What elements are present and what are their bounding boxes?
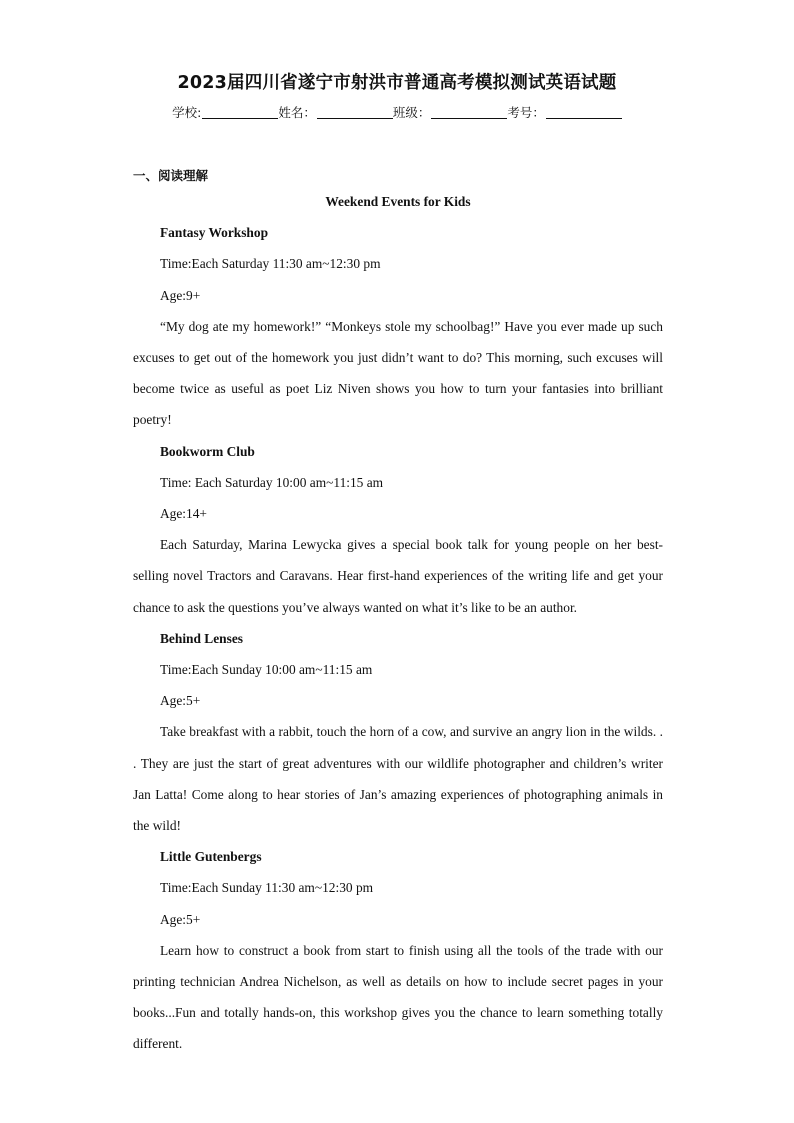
school-blank[interactable]	[202, 106, 278, 119]
event-name: Behind Lenses	[160, 630, 243, 646]
exam-number-field	[507, 103, 622, 121]
event-age: Age:9+	[160, 287, 201, 303]
passage-content	[133, 186, 663, 1060]
event-description: Take breakfast with a rabbit, touch the horn of a cow, and survive an angry lion in the wilds. . . They are just the start of great adventures with our wildlife photographer and children’s writer Jan Latta! Come along to hear stories of Jan’s amazing experiences of photographing animals in the wild!	[133, 724, 663, 834]
event-description: Each Saturday, Marina Lewycka gives a special book talk for young people on her best-selling novel Tractors and Caravans. Hear first-hand experiences of the writing life and get your chance to ask the questions you’ve always wanted on what it’s like to be an author.	[133, 537, 663, 615]
event-age: Age:14+	[160, 506, 207, 522]
class-field	[393, 103, 508, 121]
event-time: Time: Each Saturday 10:00 am~11:15 am	[160, 474, 384, 490]
event-name: Fantasy Workshop	[160, 225, 269, 241]
exam-number-blank[interactable]	[546, 106, 622, 119]
name-blank[interactable]	[317, 106, 393, 119]
exam-number-label: 考号：	[507, 105, 545, 120]
document-title: 2023届四川省遂宁市射洪市普通高考模拟测试英语试题	[177, 73, 617, 93]
class-blank[interactable]	[431, 106, 507, 119]
event-name: Little Gutenbergs	[160, 849, 262, 865]
event-description: Learn how to construct a book from start to finish using all the tools of the trade with our printing technician Andrea Nichelson, as well as details on how to include secret pages in your books...Fun and totally hands-on, this workshop gives you the chance to learn something totally different.	[133, 942, 663, 1052]
event-age: Age:5+	[160, 693, 201, 709]
name-field	[278, 103, 393, 121]
event-name: Bookworm Club	[160, 443, 255, 459]
event-time: Time:Each Sunday 10:00 am~11:15 am	[160, 662, 373, 678]
student-info-line	[0, 103, 794, 121]
passage-title: Weekend Events for Kids	[325, 194, 471, 209]
event-time: Time:Each Saturday 11:30 am~12:30 pm	[160, 256, 381, 272]
name-label: 姓名：	[278, 105, 316, 120]
school-label: 学校:	[172, 105, 202, 120]
event-age: Age:5+	[160, 911, 201, 927]
event-time: Time:Each Sunday 11:30 am~12:30 pm	[160, 880, 374, 896]
school-field	[172, 103, 278, 121]
class-label: 班级：	[392, 105, 431, 120]
event-description: “My dog ate my homework!” “Monkeys stole my schoolbag!” Have you ever made up such excuses to get out of the homework you just didn’t want to do? This morning, such excuses will become twice as useful as poet Liz Niven shows you how to turn your fantasies into brilliant poetry!	[133, 318, 663, 428]
section-heading: 一、阅读理解	[133, 168, 209, 183]
